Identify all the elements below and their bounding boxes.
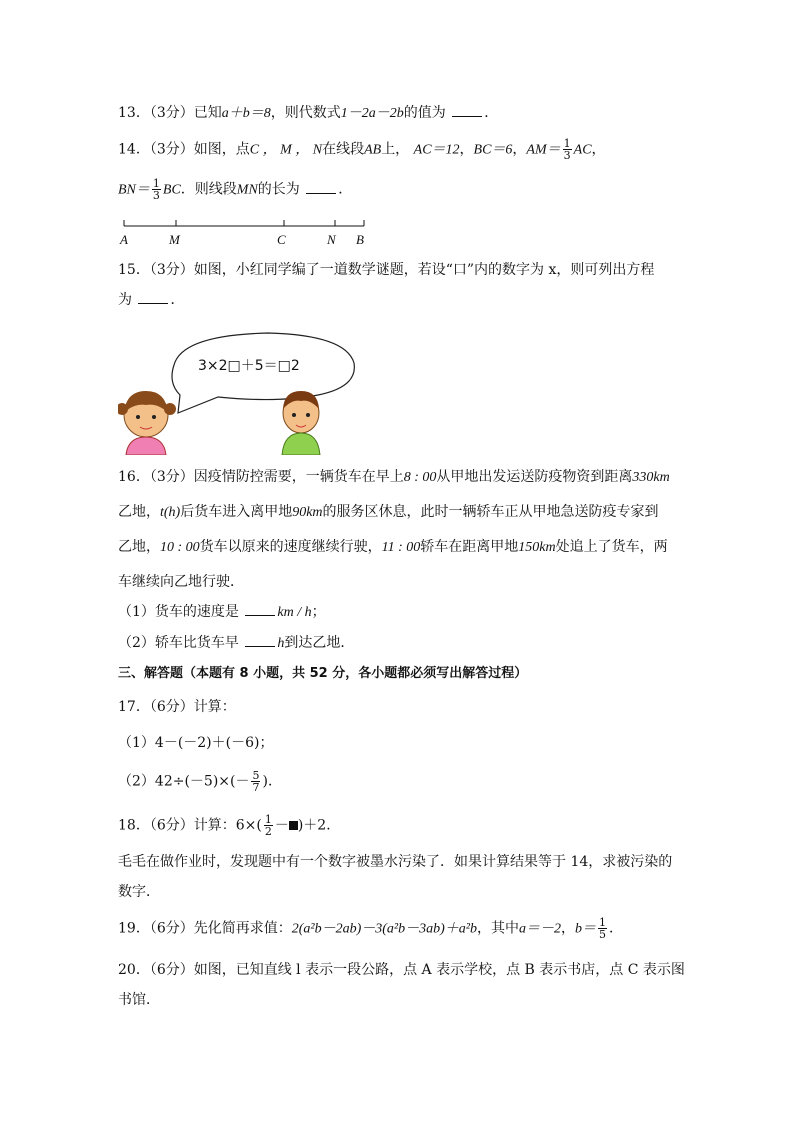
question-19: 19．（6分）先化简再求值：2(a²b－2ab)－3(a²b－3ab)＋a²b，其中a＝－2，b＝ $\frac{1}{5}$ ． bbox=[118, 916, 623, 941]
question-14: 14．（3分）如图，点C ， M ， N在线段AB上， AC＝12，BC＝6，AM＝ $\frac{1}{3}$ AC， bbox=[118, 137, 606, 162]
question-15: 15．（3分）如图，小红同学编了一道数学谜题，若设“口”内的数字为 x，则可列出方程 bbox=[118, 262, 655, 278]
fraction: $\frac{1}{2}$ bbox=[264, 813, 272, 838]
question-16-line-4: 车继续向乙地行驶． bbox=[118, 574, 244, 590]
point-label-a: A bbox=[120, 232, 128, 247]
point-label-n: N bbox=[327, 232, 336, 247]
puzzle-illustration bbox=[118, 325, 358, 455]
question-18-line-3: 数字． bbox=[118, 884, 160, 900]
question-16-line-2: 乙地，t(h)后货车进入离甲地90km的服务区休息，此时一辆轿车正从甲地急送防疫专家到 bbox=[118, 504, 659, 520]
answer-blank[interactable] bbox=[452, 104, 482, 117]
point-label-m: M bbox=[169, 232, 180, 247]
girl-icon bbox=[118, 391, 176, 455]
question-14-line-2: BN＝ $\frac{1}{3}$ BC．则线段MN的长为 ． bbox=[118, 177, 353, 202]
point-label-b: B bbox=[356, 232, 364, 247]
question-17-part-1: （1）4－(－2)＋(－6)； bbox=[118, 735, 274, 751]
bubble-equation: 3×2□＋5＝□2 bbox=[198, 358, 300, 374]
question-18: 18．（6分）计算：6×( $\frac{1}{2}$ － )＋2． bbox=[118, 813, 341, 838]
question-16-part-1: （1）货车的速度是 km / h； bbox=[118, 604, 326, 620]
ink-blot-icon bbox=[289, 821, 298, 830]
boy-icon bbox=[282, 391, 320, 455]
section-heading: 三、解答题（本题有 8 小题，共 52 分，各小题都必须写出解答过程） bbox=[118, 666, 528, 681]
fraction: $\frac{1}{3}$ bbox=[152, 177, 160, 202]
question-13: 13．（3分）已知a＋b＝8，则代数式1－2a－2b的值为 ． bbox=[118, 105, 499, 121]
fraction: $\frac{1}{5}$ bbox=[598, 916, 606, 941]
question-16: 16．（3分）因疫情防控需要，一辆货车在早上8 : 00从甲地出发运送防疫物资到距离330km bbox=[118, 469, 670, 485]
answer-blank[interactable] bbox=[306, 181, 336, 194]
segment-figure bbox=[118, 214, 378, 250]
question-20-line-2: 书馆． bbox=[118, 992, 160, 1008]
question-18-line-2: 毛毛在做作业时，发现题中有一个数字被墨水污染了．如果计算结果等于 14，求被污染的 bbox=[118, 854, 673, 870]
question-15-line-2: 为 ． bbox=[118, 292, 185, 308]
question-17-part-2: （2）42÷(－5)×(－ $\frac{5}{7}$ )． bbox=[118, 769, 282, 794]
question-17: 17．（6分）计算： bbox=[118, 699, 236, 715]
question-16-line-3: 乙地，10 : 00货车以原来的速度继续行驶，11 : 00轿车在距离甲地150km处追上了货车，两 bbox=[118, 539, 668, 555]
answer-blank[interactable] bbox=[138, 291, 168, 304]
point-label-c: C bbox=[277, 232, 286, 247]
answer-blank[interactable] bbox=[245, 634, 275, 647]
answer-blank[interactable] bbox=[245, 603, 275, 616]
question-20: 20．（6分）如图，已知直线 l 表示一段公路，点 A 表示学校，点 B 表示书店，点 C 表示图 bbox=[118, 962, 685, 978]
fraction: $\frac{5}{7}$ bbox=[252, 769, 260, 794]
question-16-part-2: （2）轿车比货车早 h到达乙地． bbox=[118, 635, 355, 651]
fraction: $\frac{1}{3}$ bbox=[563, 137, 571, 162]
